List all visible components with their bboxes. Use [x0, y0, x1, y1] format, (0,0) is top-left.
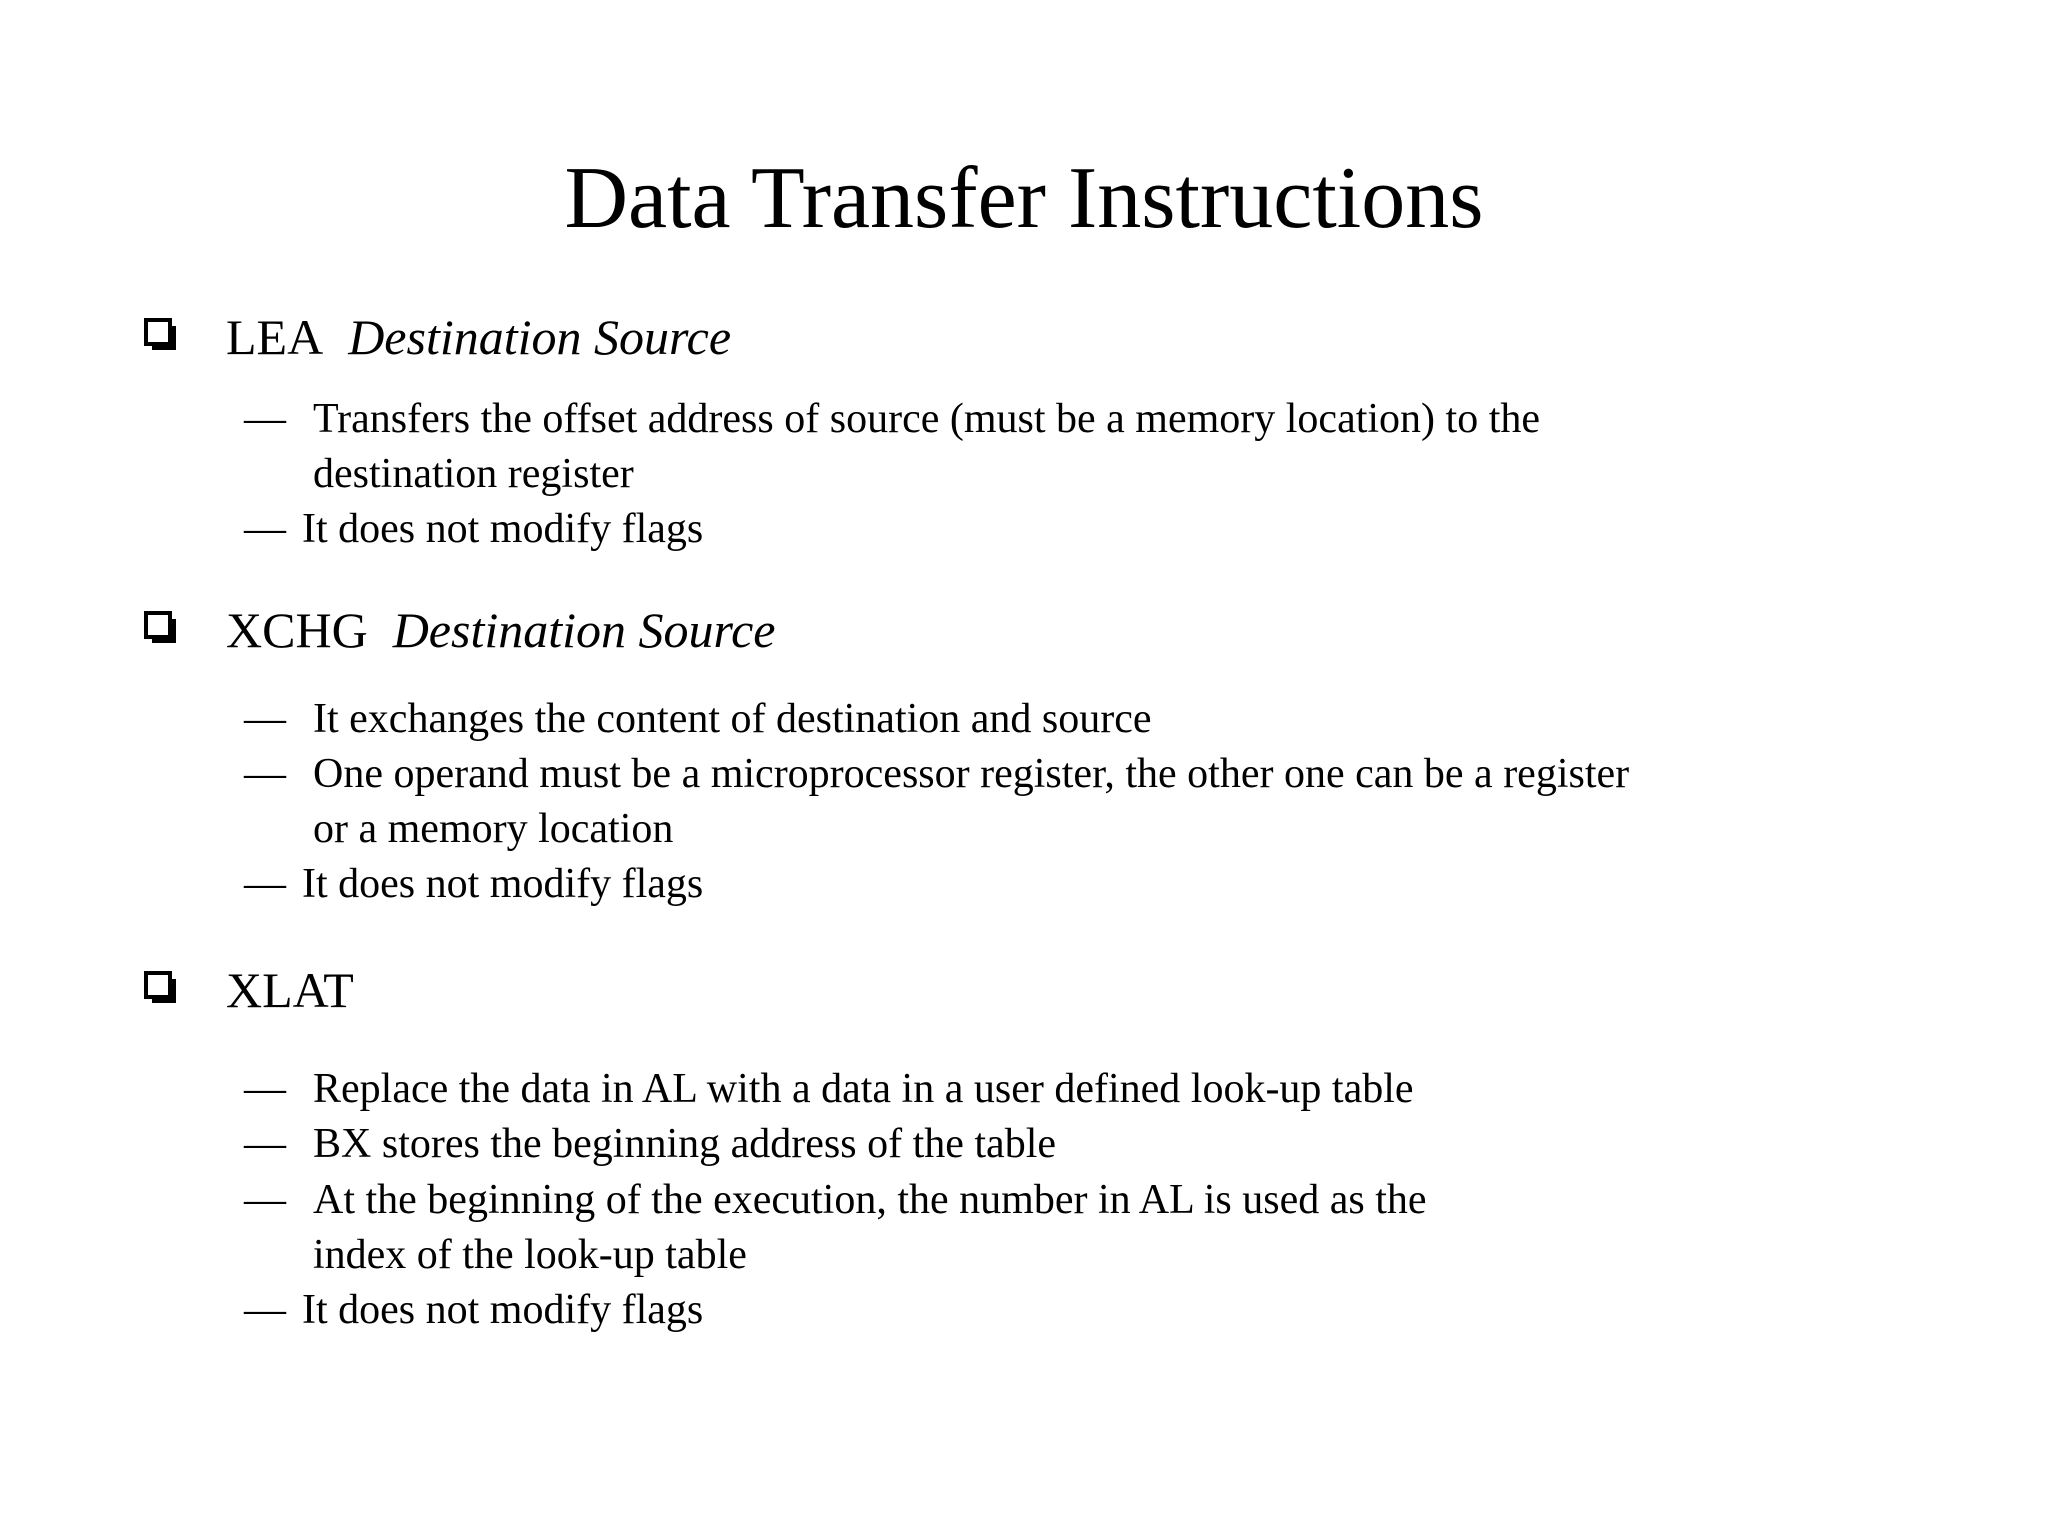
dash-marker: — [244, 1066, 286, 1112]
section-xlat-heading-text [226, 962, 354, 1018]
dash-marker: — [244, 506, 286, 552]
checkbox-icon [144, 318, 178, 352]
mnemonic-xchg: XCHG [226, 602, 368, 658]
operands-xchg: Destination Source [392, 602, 776, 658]
dash-marker: — [244, 751, 286, 797]
dash-marker: — [244, 696, 286, 742]
dash-marker: — [244, 1177, 286, 1223]
point-text: One operand must be a microprocessor register, the other one can be a register [313, 751, 1630, 797]
point-text: Replace the data in AL with a data in a user defined look-up table [313, 1066, 1414, 1112]
point-text: index of the look-up table [313, 1232, 747, 1278]
point-text: destination register [313, 451, 634, 497]
point-text: At the beginning of the execution, the number in AL is used as the [313, 1177, 1427, 1223]
point-text: BX stores the beginning address of the table [313, 1121, 1056, 1167]
point-text: It does not modify flags [302, 506, 704, 552]
dash-marker: — [244, 861, 286, 907]
checkbox-icon [144, 971, 178, 1005]
dash-marker: — [244, 1121, 286, 1167]
point-text: or a memory location [313, 806, 674, 852]
section-xchg-heading-text [226, 602, 776, 658]
point-text: It does not modify flags [302, 1287, 704, 1333]
operands-lea: Destination Source [348, 309, 732, 365]
slide-title: Data Transfer Instructions [564, 150, 1484, 247]
dash-marker: — [244, 1287, 286, 1333]
mnemonic-xlat: XLAT [226, 962, 354, 1018]
section-lea-heading-text [226, 309, 732, 365]
point-text: It exchanges the content of destination and source [313, 696, 1152, 742]
mnemonic-lea: LEA [226, 309, 324, 365]
point-text: It does not modify flags [302, 861, 704, 907]
checkbox-icon [144, 611, 178, 645]
dash-marker: — [244, 396, 286, 442]
point-text: Transfers the offset address of source (must be a memory location) to the [313, 396, 1541, 442]
